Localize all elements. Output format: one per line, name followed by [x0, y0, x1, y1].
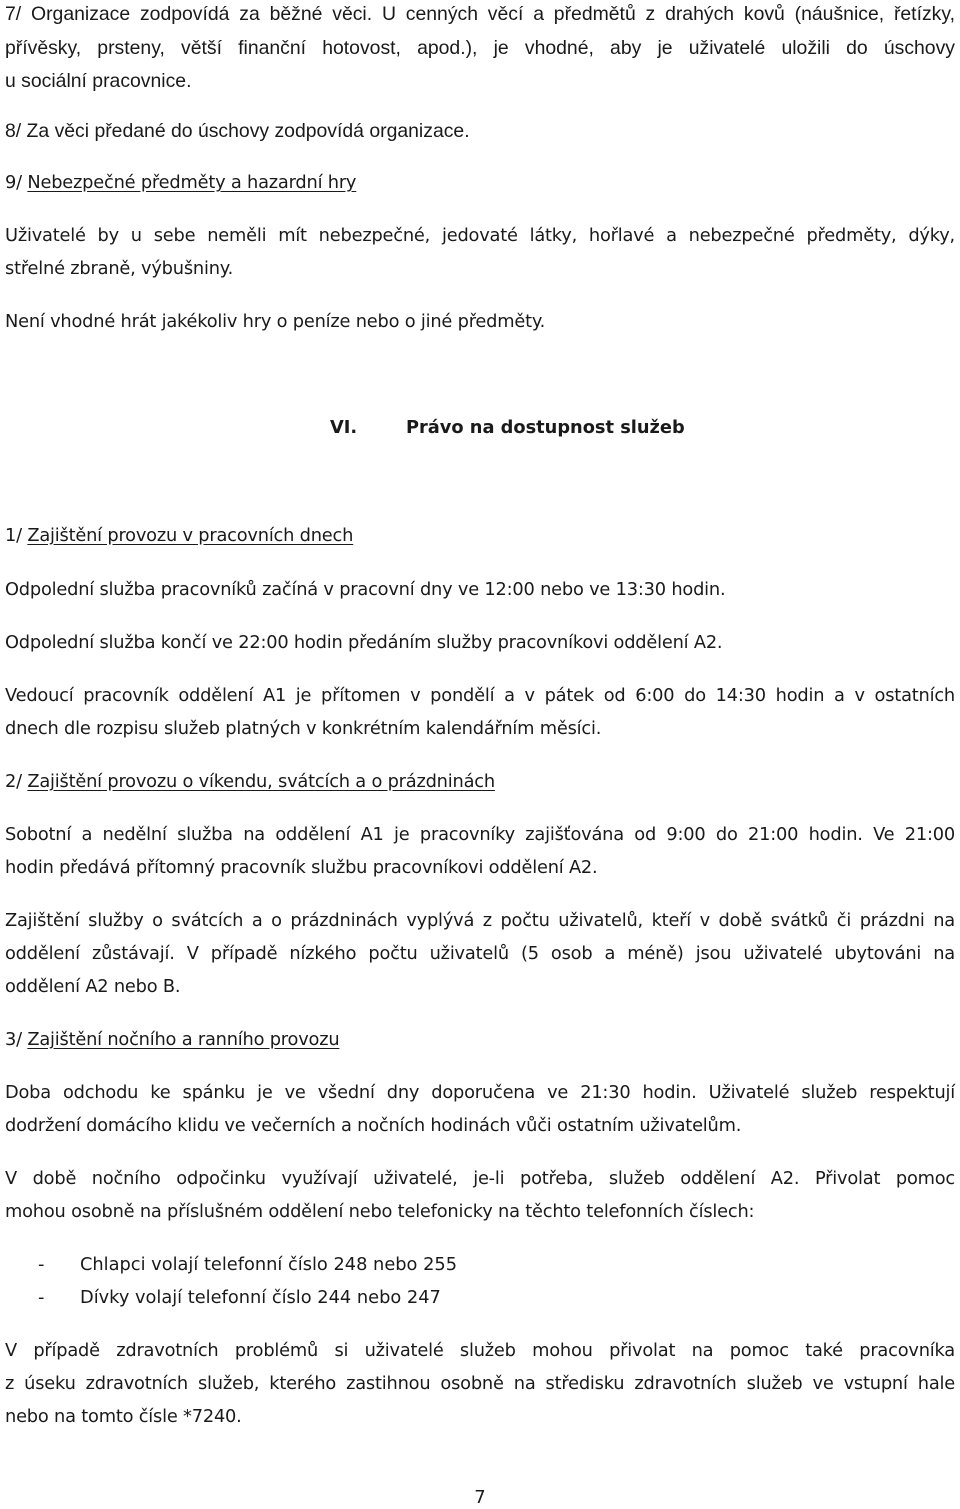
subsection-1-para3-line2: dnech dle rozpisu služeb platných v konkrétním kalendářním měsíci.: [5, 718, 602, 739]
subsection-2-para1-line2: hodin předává přítomný pracovník službu pracovníkovi oddělení A2.: [5, 857, 598, 878]
subsection-2-title: Zajištění provozu o víkendu, svátcích a o prázdninách: [27, 771, 495, 792]
page-number: 7: [474, 1487, 486, 1508]
paragraph-7-line-2: přívěsky, prsteny, větší finanční hotovost, apod.), je vhodné, aby je uživatelé uložili do úschovy: [5, 37, 955, 59]
section-9-number: 9/: [5, 172, 28, 193]
section-9-para2: Není vhodné hrát jakékoliv hry o peníze nebo o jiné předměty.: [5, 311, 546, 332]
subsection-2-para1-line1: Sobotní a nedělní služba na oddělení A1 je pracovníky zajišťována od 9:00 do 21:00 hodin. Ve 21:00: [5, 824, 955, 845]
subsection-1-number: 1/: [5, 525, 28, 546]
subsection-3-para3-line2: z úseku zdravotních služeb, kterého zastihnou osobně na středisku zdravotních služeb ve vstupní hale: [5, 1373, 955, 1394]
paragraph-7-line-1: 7/ Organizace zodpovídá za běžné věci. U cenných věcí a předmětů z drahých kovů (náušnice, řetízky,: [5, 3, 955, 25]
subsection-3-number: 3/: [5, 1029, 28, 1050]
subsection-3-para1-line2: dodržení domácího klidu ve večerních a nočních hodinách vůči ostatním uživatelům.: [5, 1115, 742, 1136]
subsection-3-para3-line3: nebo na tomto čísle *7240.: [5, 1406, 242, 1427]
subsection-3-heading: [5, 1028, 339, 1052]
subsection-1-title: Zajištění provozu v pracovních dnech: [27, 525, 354, 546]
section-9-para1-line2: střelné zbraně, výbušniny.: [5, 258, 234, 279]
subsection-3-para2-line2: mohou osobně na příslušném oddělení nebo telefonicky na těchto telefonních číslech:: [5, 1201, 755, 1222]
subsection-1-para1: Odpolední služba pracovníků začíná v pracovní dny ve 12:00 nebo ve 13:30 hodin.: [5, 579, 726, 600]
subsection-3-para3-line1: V případě zdravotních problémů si uživatelé služeb mohou přivolat na pomoc také pracovníka: [5, 1340, 955, 1361]
paragraph-8: 8/ Za věci předané do úschovy zodpovídá organizace.: [5, 120, 470, 142]
subsection-1-heading: [5, 524, 353, 548]
section-9-heading: [5, 171, 356, 195]
subsection-3-para2-line1: V době nočního odpočinku využívají uživatelé, je-li potřeba, služeb oddělení A2. Přivolat pomoc: [5, 1168, 955, 1189]
subsection-2-para2-line2: oddělení zůstávají. V případě nízkého počtu uživatelů (5 osob a méně) jsou uživatelé ubytováni na: [5, 943, 955, 964]
bullet-dash: -: [38, 1254, 45, 1275]
subsection-2-para2-line3: oddělení A2 nebo B.: [5, 976, 181, 997]
subsection-3-para1-line1: Doba odchodu ke spánku je ve všední dny doporučena ve 21:30 hodin. Uživatelé služeb respektují: [5, 1082, 955, 1103]
section-9-title: Nebezpečné předměty a hazardní hry: [27, 172, 357, 193]
bullet-dash: -: [38, 1287, 45, 1308]
paragraph-7-line-3: u sociální pracovnice.: [5, 70, 192, 92]
subsection-1-para3-line1: Vedoucí pracovník oddělení A1 je přítomen v pondělí a v pátek od 6:00 do 14:30 hodin a v ostatních: [5, 685, 955, 706]
chapter-title: Právo na dostupnost služeb: [406, 417, 685, 438]
subsection-1-para2: Odpolední služba končí ve 22:00 hodin předáním služby pracovníkovi oddělení A2.: [5, 632, 723, 653]
bullet-item: Chlapci volají telefonní číslo 248 nebo 255: [80, 1254, 458, 1275]
section-9-para1-line1: Uživatelé by u sebe neměli mít nebezpečné, jedovaté látky, hořlavé a nebezpečné předměty, dýky,: [5, 225, 955, 246]
subsection-3-title: Zajištění nočního a ranního provozu: [27, 1029, 340, 1050]
chapter-numeral: VI.: [330, 417, 358, 438]
subsection-2-para2-line1: Zajištění služby o svátcích a o prázdninách vyplývá z počtu uživatelů, kteří v době svátků či prázdni na: [5, 910, 955, 931]
bullet-item: Dívky volají telefonní číslo 244 nebo 247: [80, 1287, 441, 1308]
subsection-2-number: 2/: [5, 771, 28, 792]
subsection-2-heading: [5, 770, 495, 794]
